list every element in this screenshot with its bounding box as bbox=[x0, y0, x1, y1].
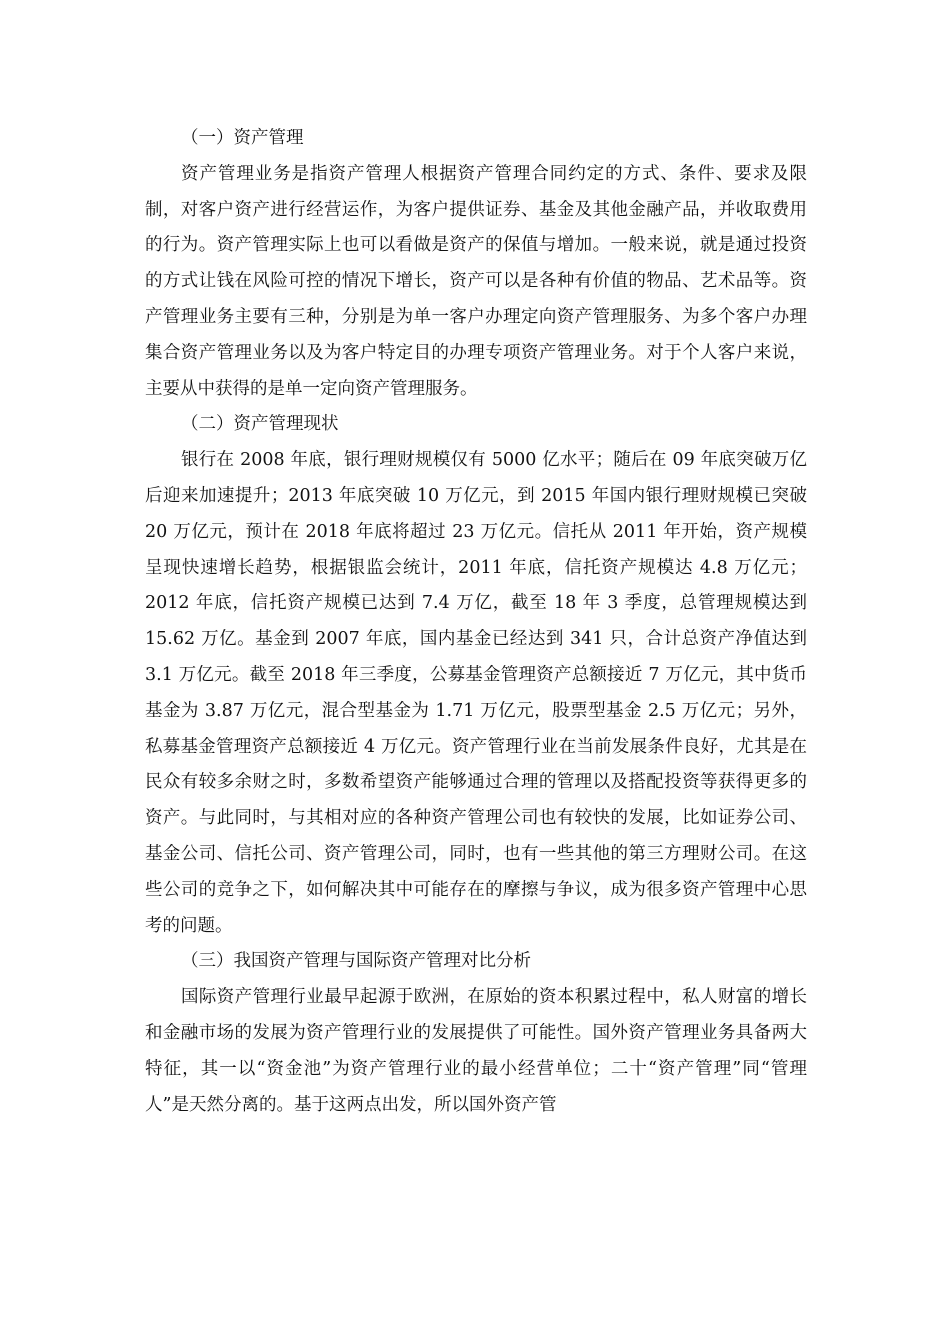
section-heading-current-status: （二）资产管理现状 bbox=[181, 414, 339, 435]
section-heading-asset-management: （一）资产管理 bbox=[181, 128, 304, 148]
document-body bbox=[145, 121, 807, 1123]
section-paragraph-current-status: 银行在 2008 年底，银行理财规模仅有 5000 亿水平；随后在 09 年底突破万亿后迎来加速提升；2013 年底突破 10 万亿元，到 2015 年国内银行理财规模已突破 20 万亿元，预计在 2018 年底将超过 23 万亿元。信托从 2011 年开始，资产规模呈现快速增长趋势，根据银监会统计，2011 年底，信托资产规模达 4.8 万亿元；2012 年底，信托资产规模已达到 7.4 万亿，截至 18 年 3 季度，总管理规模达到 15.62 万亿。基金到 2007 年底，国内基金已经达到 341 只，合计总资产净值达到 3.1 万亿元。截至 2018 年三季度，公募基金管理资产总额接近 7 万亿元，其中货币基金为 3.87 万亿元，混合型基金为 1.71 万亿元，股票型基金 2.5 万亿元；另外，私募基金管理资产总额接近 4 万亿元。资产管理行业在当前发展条件良好，尤其是在民众有较多余财之时，多数希望资产能够通过合理的管理以及搭配投资等获得更多的资产。与此同时，与其相对应的各种资产管理公司也有较快的发展，比如证券公司、基金公司、信托公司、资产管理公司，同时，也有一些其他的第三方理财公司。在这些公司的竞争之下，如何解决其中可能存在的摩擦与争议，成为很多资产管理中心思考的问题。 bbox=[145, 450, 807, 936]
section-heading-comparison: （三）我国资产管理与国际资产管理对比分析 bbox=[181, 951, 531, 972]
section-paragraph-asset-management: 资产管理业务是指资产管理人根据资产管理合同约定的方式、条件、要求及限制，对客户资产进行经营运作，为客户提供证券、基金及其他金融产品，并收取费用的行为。资产管理实际上也可以看做是资产的保值与增加。一般来说，就是通过投资的方式让钱在风险可控的情况下增长，资产可以是各种有价值的物品、艺术品等。资产管理业务主要有三种，分别是为单一客户办理定向资产管理服务、为多个客户办理集合资产管理业务以及为客户特定目的办理专项资产管理业务。对于个人客户来说，主要从中获得的是单一定向资产管理服务。 bbox=[145, 163, 807, 399]
section-paragraph-comparison: 国际资产管理行业最早起源于欧洲，在原始的资本积累过程中，私人财富的增长和金融市场的发展为资产管理行业的发展提供了可能性。国外资产管理业务具备两大特征，其一以“资金池”为资产管理行业的最小经营单位；二十“资产管理”同“管理人”是天然分离的。基于这两点出发，所以国外资产管 bbox=[145, 987, 807, 1115]
